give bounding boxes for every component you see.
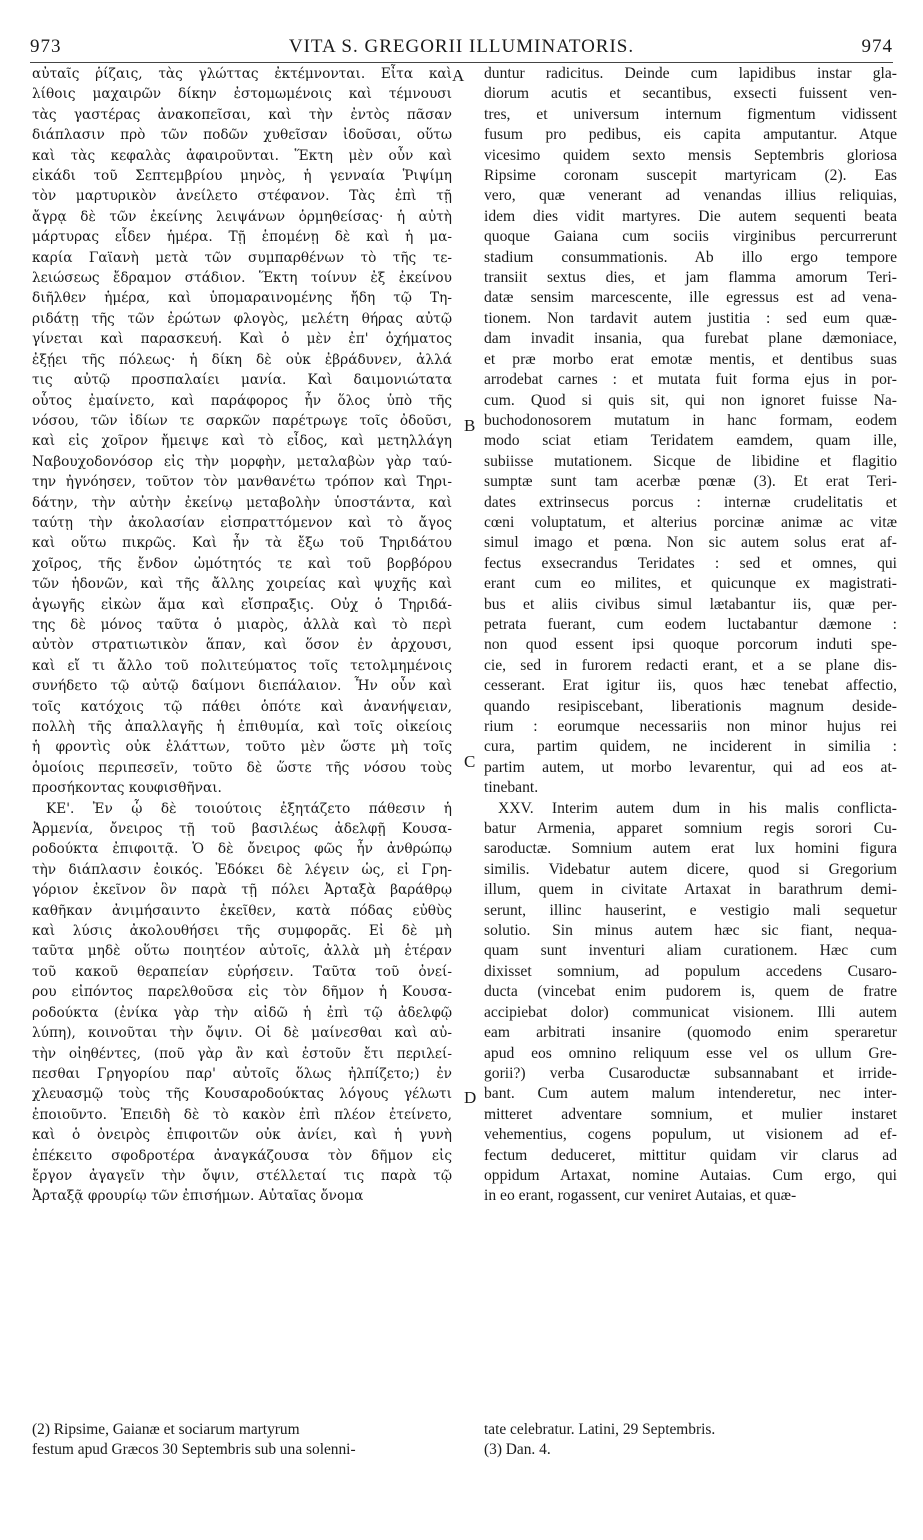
latin-text-line: bus et aliis civibus simul lætabantur iis, quæ per- — [484, 595, 897, 613]
latin-text-line: stadium consummationis. Ab illo ergo tempore — [484, 248, 897, 266]
latin-text-line: saroductæ. Somnium autem erat lux homini figura — [484, 840, 897, 858]
greek-text-line: ροδούκτα ἐπιφοιτᾷ. Ὁ δὲ ὄνειρος φῶς ἦν ἀνθρώπῳ — [32, 841, 452, 858]
greek-text-line: ἐξῄει τῆς πόλεως· ἡ δίκη δὲ οὐκ ἐβράδυνεν, ἀλλά — [32, 351, 452, 368]
latin-text-line: idem dies vidit martyres. Die autem sequenti beata — [484, 207, 897, 225]
latin-text-line: tres, et universum internum figmentum vidissent — [484, 105, 897, 123]
greek-text-line: διῆλθεν ἡμέρα, καὶ ὑπομαραινομένης ἤδη τῷ Τη- — [32, 290, 452, 307]
latin-text-line: tionem. Non tardavit autem justitia : sed eum quæ- — [484, 309, 897, 327]
section-marker-b: B — [464, 416, 476, 435]
latin-text-line: bant. Cum autem malum intenderetur, nec inter- — [484, 1085, 897, 1103]
greek-text-line: τὰς γαστέρας ἀνακοπεῖσαι, καὶ τὴν ἐντὸς πᾶσαν — [32, 106, 452, 123]
greek-text-line: τοῖς κατόχοις τῷ πάθει ὁπότε καὶ ἀνανήψειαν, — [32, 698, 452, 715]
greek-text-line: ὁμοίοις περιπεσεῖν, τοῦτο δὲ ὥστε τῆς νόσου τοὺς — [32, 759, 452, 776]
latin-text-line: sumptæ sunt tam acerbæ pœnæ (3). Et erat Teri- — [484, 473, 897, 491]
latin-text-line: fusum pro pedibus, eis capita amputantur. Atque — [484, 126, 897, 144]
latin-text-line: mitteret adventare somnium, et mulier instaret — [484, 1105, 897, 1123]
latin-text-line: solutio. Sin minus autem hæc sic fiant, nequa- — [484, 922, 897, 940]
greek-text-line: καὶ εἴ τι ἄλλο τοῦ πολιτεύματος τοῖς τετολμημένοις — [32, 657, 452, 674]
greek-text-line: τὴν διάπλασιν ἐοικός. Ἐδόκει δὲ λέγειν ὡς, εἰ Γρη- — [32, 861, 452, 878]
latin-text-line: subiisse mutationem. Sicque de libidine et flagitio — [484, 452, 897, 470]
greek-text-line: δάτην, τὴν αὐτὴν ἐκείνῳ μεταβολὴν ὑποστάντα, καὶ — [32, 494, 452, 511]
greek-text-line: τοῦ κακοῦ θεραπείαν εὑρήσειν. Ταῦτα τοῦ ὀνεί- — [32, 963, 452, 980]
latin-text-line: dates extrinsecus porcus : internæ crudelitatis et — [484, 493, 897, 511]
latin-text-line: XXV. Interim autem dum in his malis conflicta- — [498, 799, 897, 817]
section-marker-c: C — [464, 752, 476, 771]
latin-text-line: quam sunt inventuri aliam curationem. Hæc cum — [484, 942, 897, 960]
greek-text-line: ἄγρᾳ δὲ τῶν ἐκείνης λειψάνων ὁρμηθείσας· ἡ αὐτὴ — [32, 208, 452, 225]
header-rule — [30, 62, 893, 63]
greek-text-line: χλευασμῷ τοὺς τῆς Κουσαροδούκτας λόγους γέλωτι — [32, 1086, 452, 1103]
greek-text-line: γόριον ἐκεῖνον ὃν παρὰ τῇ πόλει Ἀρταξὰ βαράθρῳ — [32, 882, 452, 899]
greek-text-line: ΚΕ'. Ἐν ᾧ δὲ τοιούτοις ἐξητάζετο πάθεσιν ἡ — [46, 800, 452, 817]
greek-text-line: ταῦτα μηδὲ οὕτω ποιητέον αὐτοῖς, ἀλλὰ μὴ ἑτέραν — [32, 943, 452, 960]
greek-text-line: ρου εἰπόντος παρελθοῦσα εἰς τὸν δῆμον ἡ Κουσα- — [32, 984, 452, 1001]
greek-text-line: τῶν ἡδονῶν, καὶ τῆς ἄλλης χοιρείας καὶ ψυχῆς καὶ — [32, 576, 452, 593]
greek-text-line: Ναβουχοδονόσορ εἰς τὴν μορφὴν, μεταλαβὼν γὰρ ταύ- — [32, 453, 452, 470]
right-page-number: 974 — [861, 36, 893, 57]
latin-text-line: transiit sextus dies, et jam flamma amorum Teri- — [484, 269, 897, 287]
greek-text-line: αὐτὸν στρατιωτικὸν ἅπαν, καὶ ὅσον ἐν ἀρχουσι, — [32, 637, 452, 654]
section-marker-d: D — [464, 1088, 477, 1107]
greek-text-line: λύπη), κοινοῦται τὴν ὄψιν. Οἱ δὲ μαίνεσθαι καὶ αὐ- — [32, 1025, 452, 1042]
latin-text-line: apud eos omnino reliquum esse vel os ullum Gre- — [484, 1044, 897, 1062]
latin-text-line: cesserant. Erat igitur iis, quos hæc tenebat affectio, — [484, 677, 897, 695]
greek-text-line: προσήκοντας κουφισθῆναι. — [32, 780, 222, 797]
latin-text-line: datæ sensim marcescente, ille egressus est ad vena- — [484, 289, 897, 307]
footnote-line: tate celebratur. Latini, 29 Septembris. — [484, 1421, 716, 1438]
greek-text-line: ριδάτῃ τῆς τῶν ἐρώτων φλογὸς, μελέτη θήρας αὐτῷ — [32, 310, 452, 327]
latin-text-line: fectum deduceret, mittitur quidam vir clarus ad — [484, 1146, 897, 1164]
greek-text-line: καθῆκαν ἀνιμήσαιντο ἐκεῖθεν, κατὰ πόδας εὐθὺς — [32, 902, 452, 919]
greek-text-line: την ἠγνόησεν, τοῦτον τὸν μανθανέτω τρόπον καὶ Τηρι- — [32, 474, 452, 491]
greek-text-line: ἔργον ἀγαγεῖν τὴν ὄψιν, στέλλεταί τις παρὰ τῷ — [32, 1167, 452, 1184]
latin-text-line: serunt, illinc hauserint, e vestigio mali sequetur — [484, 901, 897, 919]
latin-text-line: fectus exsecrandus Teridates : sed et omnes, qui — [484, 554, 897, 572]
latin-text-line: vicesimo quidem sexto mensis Septembris gloriosa — [484, 146, 897, 164]
greek-text-line: διάπλασιν πρὸ τῶν ποδῶν χυθεῖσαν ἰδοῦσαι, οὕτω — [32, 127, 452, 144]
greek-text-line: Ἀρμενία, ὄνειρος τῇ τοῦ βασιλέως ἀδελφῇ Κουσα- — [32, 821, 452, 838]
greek-text-line: λειώσεως ἔδραμον στάδιον. Ἕκτη τοίνυν ἐξ ἐκείνου — [32, 270, 452, 287]
latin-text-line: vehementius, cogens populum, ut visionem ad ef- — [484, 1126, 897, 1144]
latin-text-line: gorii?) verba Cusaroductæ subsannabant et irride- — [484, 1064, 897, 1082]
latin-text-line: vero, quæ venerant ad venandas illius reliquias, — [484, 187, 897, 205]
greek-text-line: Ἀρταξᾷ φρουρίῳ τῶν ἐπισήμων. Αὐταῖας ὄνομα — [32, 1188, 364, 1205]
latin-text-line: non quod essent ipsi quoque porcorum induti spe- — [484, 636, 897, 654]
latin-text-line: dam invadit insania, qua furebat plane dæmoniace, — [484, 330, 897, 348]
greek-text-line: τὴν οἰηθέντες, (ποῦ γὰρ ἂν καὶ ἐστοῦν ἔτι περιλεί- — [32, 1045, 452, 1062]
greek-text-line: ἐποιοῦντο. Ἐπειδὴ δὲ τὸ κακὸν ἐπὶ πλέον ἐτείνετο, — [32, 1106, 452, 1123]
greek-text-line: νόσου, τῶν ἰδίων τε σαρκῶν παρέτρωγε τοῖς ὀδοῦσι, — [32, 412, 452, 429]
greek-text-line: λίθοις μαχαιρῶν δίκην ἐστομωμένοις καὶ τέμνουσι — [32, 86, 452, 103]
latin-text-line: quando resipiscebant, liberationis magnum deside- — [484, 697, 897, 715]
greek-text-line: ἐπέκειτο σφοδροτέρα ἀναγκάζουσα τὸν δῆμον εἰς — [32, 1147, 452, 1164]
greek-text-line: πολλὴ τῆς ἀπαλλαγῆς ἡ ἐπιθυμία, καὶ τοῖς οἰκείοις — [32, 719, 452, 735]
greek-text-line: τὸν μαρτυρικὸν ἀνείλετο στέφανον. Τὰς ἐπὶ τῇ — [32, 188, 452, 205]
greek-text-line: συνήδετο τῷ αὐτῷ δαίμονι διεπάλαιον. Ἦν οὖν καὶ — [32, 678, 452, 695]
greek-column — [32, 64, 452, 1207]
running-title: VITA S. GREGORII ILLUMINATORIS. — [288, 36, 635, 57]
greek-text-line: πεσθαι Γρηγορίου παρ' αὐτοῖς ὅλως ἠλπίζετο;) ἐν — [32, 1065, 452, 1082]
latin-text-line: dixisset somnium, ad populum accedens Cusaro- — [484, 962, 897, 980]
latin-text-line: quoque Gaiana cum sociis virginibus percurrerunt — [484, 228, 897, 246]
footnotes-left — [32, 1420, 462, 1460]
footnotes-right — [484, 1420, 897, 1460]
latin-text-line: ducta (vincebat enim pudorem is, quem de fratre — [484, 983, 897, 1001]
latin-text-line: Ripsime coronam suscepit martyricam (2). Eas — [484, 167, 897, 185]
greek-text-line: ἡ φροντὶς οὐκ ἐλάττων, τοῦτο μὲν ὥστε μὴ τοῖς — [32, 739, 452, 756]
latin-text-line: erant cum eo milites, et quicunque ex magistrati- — [484, 575, 897, 593]
latin-text-line: rium : eorumque necessariis non minor hujus rei — [484, 718, 897, 735]
latin-text-line: illum, quem in civitate Artaxat in barathrum demi- — [484, 881, 897, 899]
section-marker-a: A — [452, 66, 465, 85]
latin-text-line: petrata fuerant, cum eodem luctabantur dæmone : — [484, 615, 897, 633]
latin-text-line: buchodonosorem mutatum in hanc formam, eodem — [484, 411, 897, 429]
running-header — [30, 36, 893, 60]
latin-text-line: cie, sed in furorem redacti erant, et a se plane dis- — [484, 656, 897, 674]
greek-text-line: της δὲ μόνος ταῦτα ὁ μιαρὸς, ἀλλὰ καὶ τὸ περὶ — [32, 616, 452, 633]
greek-text-line: καὶ οὕτω πικρῶς. Καὶ ἦν τὰ ἔξω τοῦ Τηριδάτου — [32, 535, 452, 552]
latin-text-line: eam arbitrati insanire (quomodo enim speraretur — [484, 1024, 897, 1042]
latin-text-line: cum. Quod si quis sit, qui non ignoret fuisse Na- — [484, 391, 897, 409]
latin-text-line: oppidum Artaxat, nomine Autaias. Cum ergo, qui — [484, 1166, 897, 1184]
greek-text-line: τις αὐτῷ προσπαλαίει μανία. Καὶ δαιμονιώτατα — [32, 372, 452, 389]
greek-text-line: καὶ ὁ ὀνειρὸς ἐπιφοιτῶν οὐκ ἀνίει, καὶ ἡ γυνὴ — [32, 1127, 452, 1144]
latin-text-line: accipiebat dolor) communicat visionem. Illi autem — [484, 1003, 897, 1021]
greek-text-line: ἀγωγῆς εἰκὼν ἅμα καὶ εἴσπραξις. Οὐχ ὁ Τηριδά- — [32, 596, 452, 613]
latin-text-line: cura, partim quidem, ne inciderent in similia : — [484, 738, 897, 756]
latin-text-line: cœni voluptatum, et alterius porcinæ animæ ac vitæ — [484, 513, 897, 531]
left-page-number: 973 — [30, 36, 62, 57]
latin-text-line: diorum acutis et secantibus, exsecti fuissent ven- — [484, 85, 897, 103]
latin-text-line: partim autem, ut morbo levarentur, qui ad eos at- — [484, 758, 897, 776]
greek-text-line: γίνεται καὶ παρασκευή. Καὶ ὁ μὲν ἐπ' ὀχήματος — [32, 331, 452, 348]
greek-text-line: χοῖρος, τῆς ἔνδον ὠμότητός τε καὶ τοῦ βορβόρου — [32, 555, 452, 572]
greek-text-line: καὶ εἰς χοῖρον ἤμειψε καὶ τὸ εἶδος, καὶ μετηλλάγη — [32, 433, 452, 450]
latin-text-line: et præ morbo erat emotæ mentis, et dentibus suas — [484, 350, 897, 368]
latin-text-line: modo sciat etiam Teridatem eamdem, quam ille, — [484, 432, 897, 450]
greek-text-line: μάρτυρας εἶδεν ἡμέρα. Τῇ ἑπομένῃ δὲ καὶ ἡ μα- — [32, 229, 452, 246]
latin-text-line: similis. Videbatur autem dicere, quod si Gregorium — [484, 860, 897, 878]
latin-text-line: tinebant. — [484, 779, 539, 797]
greek-text-line: καρία Γαϊανὴ μετὰ τῶν συμπαρθένων τὸ τῆς τε- — [32, 249, 452, 266]
greek-text-line: καὶ λύσις ἀκολουθήσει τῆς συμφορᾶς. Εἰ δὲ μὴ — [32, 923, 452, 940]
greek-text-line: ταύτῃ τὴν ἀκολασίαν εἰσπραττόμενον καὶ τὸ ἄγος — [32, 514, 452, 531]
greek-text-line: οὗτος ἐμαίνετο, καὶ παράφορος ἦν ὅλος ὑπὸ τῆς — [32, 392, 452, 409]
greek-text-line: ροδούκτα (ἐνίκα γὰρ τὴν αἰδῶ ἡ ἐπὶ τῷ ἀδελφῷ — [32, 1004, 452, 1021]
greek-text-line: εἰκάδι τοῦ Σεπτεμβρίου μηνὸς, ἡ γενναία Ῥιψίμη — [32, 168, 452, 185]
latin-column — [484, 64, 897, 1207]
latin-text-line: simul imago et pœna. Non sic autem solus erat af- — [484, 534, 897, 552]
footnote-line: (2) Ripsime, Gaianæ et sociarum martyrum — [32, 1421, 300, 1438]
greek-text-line: καὶ τὰς κεφαλὰς ἀφαιροῦνται. Ἕκτη μὲν οὖν καὶ — [32, 147, 452, 164]
greek-text-line: αὐταῖς ῥίζαις, τὰς γλώττας ἐκτέμνονται. Εἶτα καὶ — [32, 66, 452, 82]
latin-text-line: batur Armenia, apparet somnium regis sorori Cu- — [484, 820, 897, 838]
footnote-line: festum apud Græcos 30 Septembris sub una solenni- — [32, 1441, 356, 1458]
latin-text-line: in eo erant, rogassent, cur veniret Autaias, et quæ- — [484, 1187, 797, 1205]
footnote-line: (3) Dan. 4. — [484, 1441, 551, 1458]
latin-text-line: duntur radicitus. Deinde cum lapidibus instar gla- — [484, 65, 897, 82]
latin-text-line: arrodebat carnes : et mutata fuit forma ejus in por- — [484, 371, 897, 389]
